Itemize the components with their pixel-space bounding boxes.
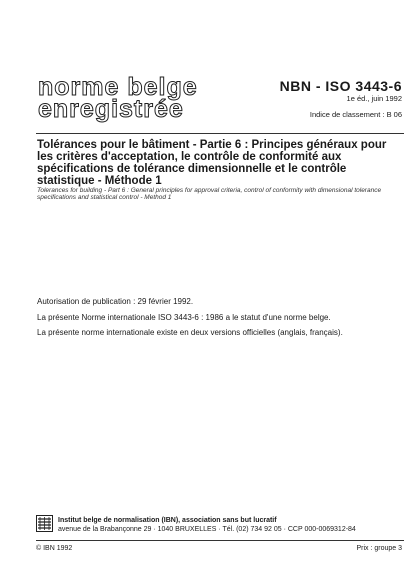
publication-authorization: Autorisation de publication : 29 février 1992. — [37, 297, 194, 306]
brand-line-1: norme belge — [38, 73, 198, 101]
language-statement: La présente norme internationale existe en deux versions officielles (anglais, français). — [37, 328, 343, 337]
document-title-fr: Tolérances pour le bâtiment - Partie 6 : Principes généraux pour les critères d'acceptation, le contrôle de conformité aux spécifications de tolérance dimensionnelle et le contrôle statistique - Méthode 1 — [37, 139, 387, 187]
status-statement: La présente Norme internationale ISO 3443-6 : 1986 a le statut d'une norme belge. — [37, 313, 331, 322]
ibn-logo-icon — [36, 515, 53, 532]
copyright: © IBN 1992 — [36, 545, 73, 552]
edition-date: 1e éd., juin 1992 — [346, 94, 402, 103]
header-divider — [36, 133, 404, 134]
institute-name: Institut belge de normalisation (IBN), association sans but lucratif — [58, 517, 277, 524]
institute-address: avenue de la Brabançonne 29 · 1040 BRUXELLES · Tél. (02) 734 92 05 · CCP 000-0069312-84 — [58, 526, 356, 533]
classification-index: Indice de classement : B 06 — [309, 110, 402, 119]
document-title-en: Tolerances for building - Part 6 : General principles for approval criteria, control of conformity with dimensional tolerance specifications and statistical control - Method 1 — [37, 187, 382, 201]
price-group: Prix : groupe 3 — [356, 545, 402, 552]
standard-id: NBN - ISO 3443-6 — [279, 78, 402, 94]
footer-divider — [36, 540, 404, 541]
brand-line-2: enregistrée — [38, 95, 184, 123]
